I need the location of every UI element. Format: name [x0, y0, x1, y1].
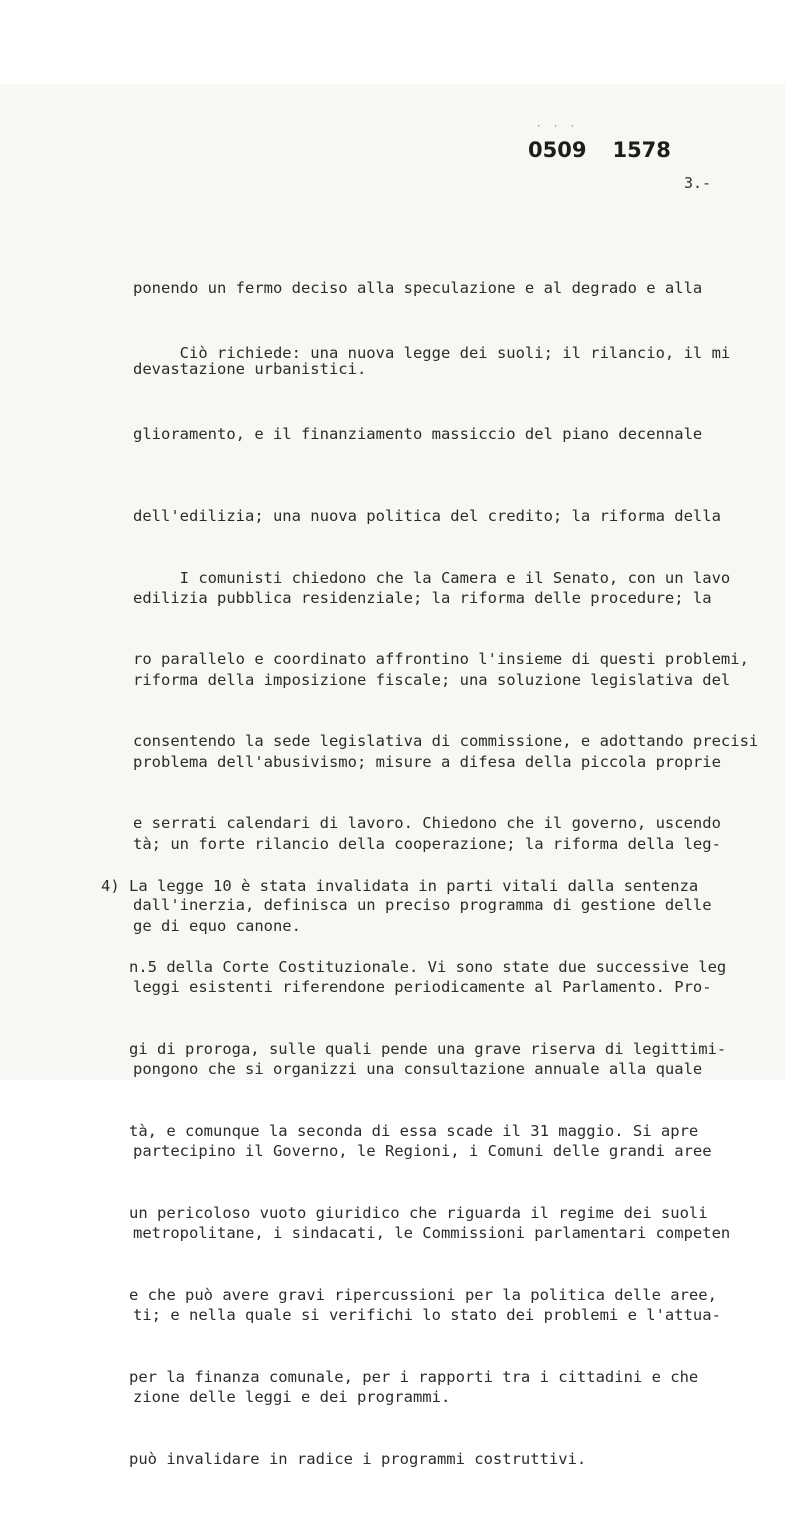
text-line: dall'inerzia, definisca un preciso programma di gestione delle	[133, 896, 712, 915]
text-line: un pericoloso vuoto giuridico che riguarda il regime dei suoli	[101, 1204, 708, 1223]
text-line: e serrati calendari di lavoro. Chiedono che il governo, uscendo	[133, 814, 721, 833]
archive-stamp	[528, 138, 671, 162]
text-line: pongono che si organizzi una consultazione annuale alla quale	[133, 1059, 703, 1078]
text-line: ro parallelo e coordinato affrontino l'insieme di questi problemi,	[133, 650, 749, 669]
text-line: leggi esistenti riferendone periodicamente al Parlamento. Pro-	[133, 978, 712, 997]
text-line: dell'edilizia; una nuova politica del credito; la riforma della	[133, 507, 721, 526]
stamp-specks: · · ·	[536, 122, 579, 132]
stamp-number-left: 0509	[528, 138, 587, 162]
text-line: riforma della imposizione fiscale; una soluzione legislativa del	[133, 671, 731, 690]
text-line: metropolitane, i sindacati, le Commissioni parlamentari competen	[133, 1223, 731, 1242]
text-line: ponendo un fermo deciso alla speculazione e al degrado e alla	[133, 278, 703, 297]
text-line: devastazione urbanistici.	[133, 360, 367, 379]
text-line: tà; un forte rilancio della cooperazione; la riforma della leg-	[133, 834, 721, 853]
text-line: ge di equo canone.	[133, 916, 301, 935]
text-line: partecipino il Governo, le Regioni, i Comuni delle grandi aree	[133, 1141, 712, 1160]
text-line: tà, e comunque la seconda di essa scade il 31 maggio. Si apre	[101, 1122, 699, 1141]
text-line: può invalidare in radice i programmi costruttivi.	[101, 1449, 587, 1468]
scan-top-margin	[0, 0, 785, 84]
text-line: Ciò richiede: una nuova legge dei suoli; il rilancio, il mi	[133, 343, 731, 362]
page-number: 3.-	[684, 174, 712, 192]
text-line: edilizia pubblica residenziale; la riforma delle procedure; la	[133, 589, 712, 608]
text-line: n.5 della Corte Costituzionale. Vi sono state due successive leg	[101, 958, 727, 977]
text-line: consentendo la sede legislativa di commissione, e adottando precisi	[133, 732, 759, 751]
paragraph-4-numbered	[101, 818, 726, 1528]
text-line: e che può avere gravi ripercussioni per la politica delle aree,	[101, 1286, 717, 1305]
text-line: ti; e nella quale si verifichi lo stato dei problemi e l'attua-	[133, 1305, 721, 1324]
text-line: gi di proroga, sulle quali pende una grave riserva di legittimi-	[101, 1040, 727, 1059]
text-line: per la finanza comunale, per i rapporti tra i cittadini e che	[101, 1367, 699, 1386]
stamp-number-right: 1578	[612, 138, 671, 162]
text-line: glioramento, e il finanziamento massiccio del piano decennale	[133, 425, 703, 444]
text-line: I comunisti chiedono che la Camera e il Senato, con un lavo	[133, 568, 731, 587]
text-line: problema dell'abusivismo; misure a difesa della piccola proprie	[133, 753, 721, 772]
text-line: 4) La legge 10 è stata invalidata in parti vitali dalla sentenza	[101, 876, 699, 895]
text-line: zione delle leggi e dei programmi.	[133, 1387, 451, 1406]
